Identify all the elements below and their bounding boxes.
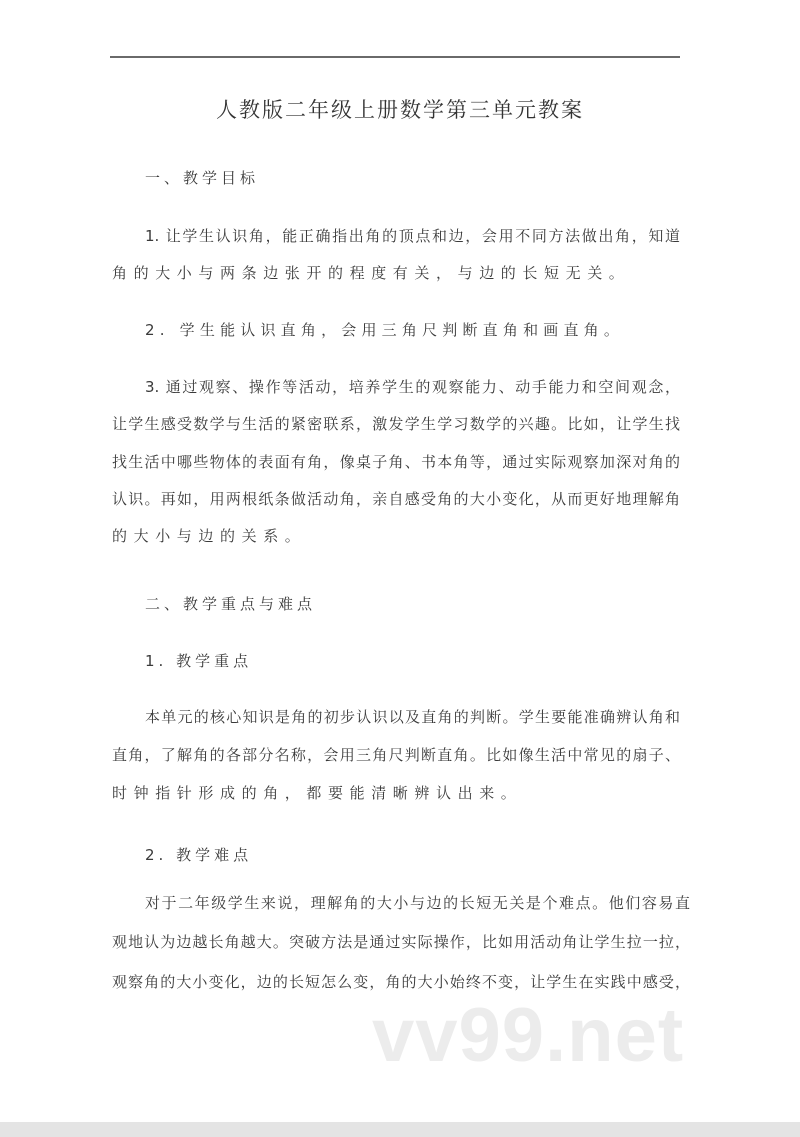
paragraph-line: 时钟指针形成的角，都要能清晰辨认出来。 [112, 784, 523, 802]
paragraph-line: 1. 让学生认识角，能正确指出角的顶点和边，会用不同方法做出角，知道 [145, 227, 680, 245]
paragraph-line: 直角，了解角的各部分名称，会用三角尺判断直角。比如像生活中常见的扇子、 [112, 746, 680, 764]
paragraph-line: 找生活中哪些物体的表面有角，像桌子角、书本角等，通过实际观察加深对角的 [112, 453, 680, 471]
paragraph-line: 对于二年级学生来说，理解角的大小与边的长短无关是个难点。他们容易直 [145, 894, 690, 912]
paragraph-line: 让学生感受数学与生活的紧密联系，激发学生学习数学的兴趣。比如，让学生找 [112, 415, 680, 433]
paragraph-line: 3. 通过观察、操作等活动，培养学生的观察能力、动手能力和空间观念， [145, 378, 680, 396]
page-bottom-edge [0, 1122, 800, 1137]
paragraph-line: 角的大小与两条边张开的程度有关，与边的长短无关。 [112, 264, 631, 282]
document-title: 人教版二年级上册数学第三单元教案 [216, 98, 584, 122]
paragraph-line: 观察角的大小变化，边的长短怎么变，角的大小始终不变，让学生在实践中感受， [112, 973, 690, 991]
paragraph-line: 本单元的核心知识是角的初步认识以及直角的判断。学生要能准确辨认角和 [145, 708, 680, 726]
paragraph-line: 2. 学生能认识直角，会用三角尺判断直角和画直角。 [145, 321, 625, 339]
subheading-difficulty: 2. 教学难点 [145, 846, 253, 864]
section-heading-key-points: 二、教学重点与难点 [145, 595, 317, 613]
subheading-key-point: 1. 教学重点 [145, 652, 253, 670]
watermark: vv99.net [372, 993, 685, 1078]
paragraph-line: 认识。再如，用两根纸条做活动角，亲自感受角的大小变化，从而更好地理解角 [112, 490, 680, 508]
header-rule [110, 56, 680, 58]
section-heading-goals: 一、教学目标 [145, 169, 260, 187]
paragraph-line: 观地认为边越长角越大。突破方法是通过实际操作，比如用活动角让学生拉一拉， [112, 933, 690, 951]
paragraph-line: 的大小与边的关系。 [112, 527, 307, 545]
